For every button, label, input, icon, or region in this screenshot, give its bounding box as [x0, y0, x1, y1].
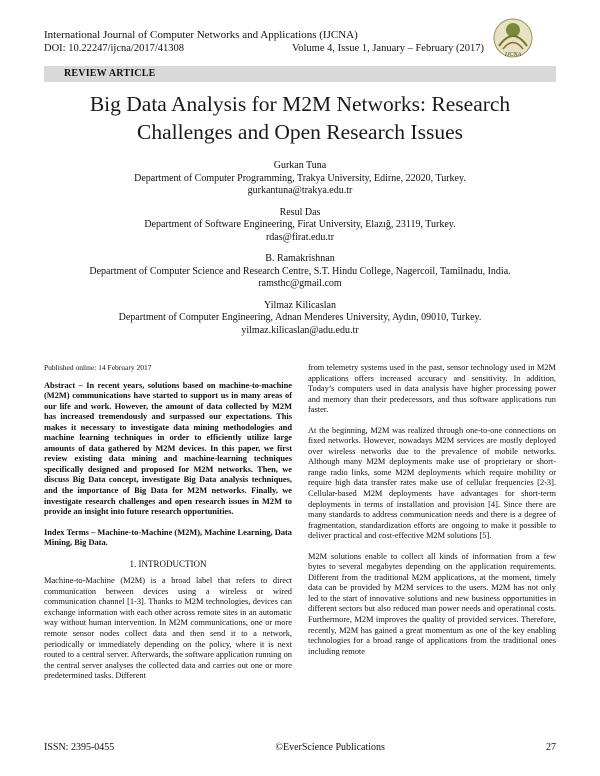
intro-paragraph: Machine-to-Machine (M2M) is a broad label that refers to direct communication between devices using a wireless or wired communication channel [1-3]. Thanks to M2M technologies, devices can exchange information with each other across remote sites in an automatic way without human intervention. In M2M communications, one or more remote sensor nodes collect data and then send it to a network, periodically or immediately depending on the policy, where it is next routed to a central server. Afterwards, the software application running on the central server analyses the collected data and carries out one or more predetermined tasks. Different [44, 576, 292, 681]
author-affiliation: Department of Software Engineering, Firat University, Elazığ, 23119, Turkey. [144, 219, 456, 230]
journal-logo-icon [485, 16, 541, 60]
right-column [308, 363, 556, 667]
author-name: Gurkan Tuna [273, 160, 327, 171]
author-affiliation: Department of Computer Programming, Trakya University, Edirne, 22020, Turkey. [134, 172, 466, 184]
body-paragraph: At the beginning, M2M was realized through one-to-one connections on fixed networks. However, nowadays M2M services are mostly deployed over wireless networks due to the prevalence of mobile networks. Although many M2M deployments make use of proprietary or short-range radio links, some M2M deployments which require mobility or require high data transfer rates make use of cellular frequencies [2-3]. Cellular-based M2M deployments have advantages for short-term deployments in terms of installation and provision [4]. Since there are many standards to address communication needs and there is a degree of fragmentation, standardization efforts are ongoing to make it possible to deliver practical and cost-effective M2M solutions [5]. [308, 425, 556, 541]
abstract: Abstract – In recent years, solutions based on machine-to-machine (M2M) communications have started to support us in many areas of our life and work. However, the amount of data collected by M2M has increased tremendously and surpassed our expectations. This makes it necessary to investigate data mining methodologies and machine learning techniques in order to efficiently utilize large amounts of data gathered by M2M devices. In this paper, we first review existing data mining and machine-learning techniques specifically designed and proposed for M2M networks. Then, we discuss Big Data concept, investigate Big Data analysis techniques, and the importance of Big Data for M2M networks. Finally, we investigate research challenges and open research issues in M2M to provide an insight into future research opportunities. [44, 380, 292, 517]
author-block [40, 300, 560, 338]
body-paragraph: from telemetry systems used in the past, sensor technology used in M2M applications offers increased accuracy and sensitivity. In addition, Today’s computers used in data analysis have higher processing power and memory than their predecessors, and thus software applications run faster. [308, 363, 556, 415]
author-block [40, 207, 560, 245]
author-email: yilmaz.kilicaslan@adu.edu.tr [241, 324, 359, 336]
page-number: 27 [546, 742, 556, 753]
author-name: B. Ramakrishnan [265, 253, 335, 264]
author-email: rdas@firat.edu.tr [265, 231, 335, 243]
paper-title [40, 90, 560, 146]
author-affiliation: Department of Computer Science and Research Centre, S.T. Hindu College, Nagercoil, Tamilnadu, India. [89, 265, 511, 277]
doi-volume-line [44, 43, 484, 54]
review-article-banner: REVIEW ARTICLE [44, 66, 556, 82]
author-email: gurkantuna@trakya.edu.tr [247, 185, 353, 196]
index-terms: Index Terms – Machine-to-Machine (M2M), Machine Learning, Data Mining, Big Data. [44, 527, 292, 548]
author-affiliation: Department of Computer Engineering, Adnan Menderes University, Aydın, 09010, Turkey. [118, 312, 482, 323]
author-block [40, 160, 560, 198]
logo-text: IJCNA [504, 52, 522, 58]
journal-name: International Journal of Computer Networks and Applications (IJCNA) [44, 29, 358, 41]
doi: DOI: 10.22247/ijcna/2017/41308 [44, 43, 184, 54]
author-name: Resul Das [279, 206, 321, 218]
title-line: Big Data Analysis for M2M Networks: Research [89, 92, 511, 116]
issn: ISSN: 2395-0455 [44, 742, 115, 753]
publisher: ©EverScience Publications [275, 742, 385, 753]
left-column [44, 363, 292, 692]
author-email: ramsthc@gmail.com [258, 278, 342, 289]
title-line: Challenges and Open Research Issues [137, 120, 463, 144]
published-date: Published online: 14 February 2017 [44, 363, 152, 372]
author-block [40, 253, 560, 291]
section-heading: 1. INTRODUCTION [129, 558, 207, 569]
volume-issue: Volume 4, Issue 1, January – February (2017) [292, 43, 484, 54]
author-list [40, 160, 560, 346]
body-paragraph: M2M solutions enable to collect all kinds of information from a few bytes to several megabytes depending on the application requirements. Different from the traditional M2M applications, at the moment, timely data can be provided by M2M services to the users. M2M has not only led to the start of innovative solutions and new business opportunities in different sectors but also reduced man power needs and operational costs. Furthermore, M2M improves the quality of provided services. Therefore, recently, M2M has gained a great momentum as one of the key enabling technologies for a broad range of applications from the traditional ones including remote [308, 551, 556, 656]
author-name: Yilmaz Kilicaslan [264, 299, 336, 311]
page-footer [44, 742, 556, 753]
